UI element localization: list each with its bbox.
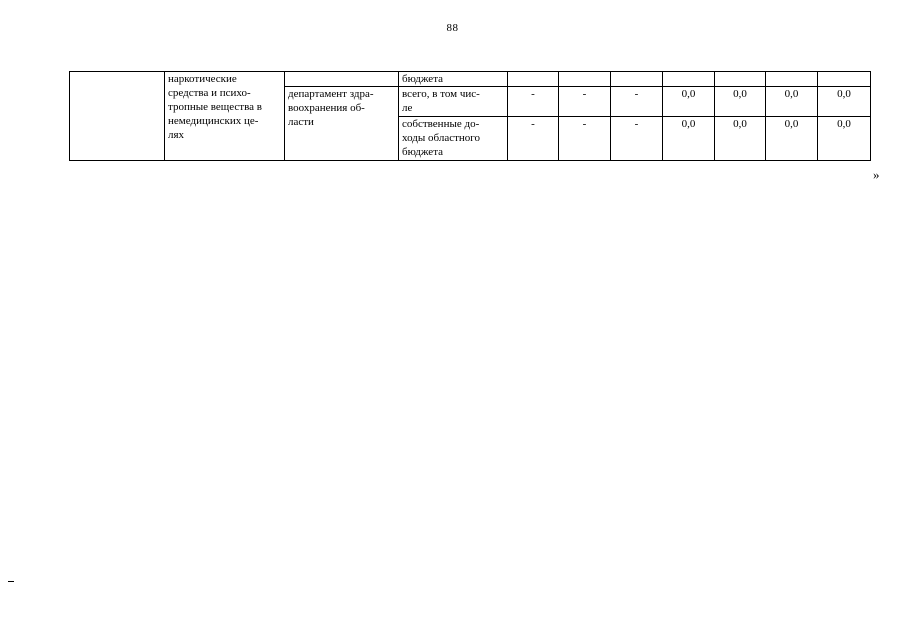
value-cell: - — [611, 117, 663, 161]
value-cell: 0,0 — [715, 87, 766, 117]
funding-source-cell: бюджета — [399, 72, 508, 87]
value-cell — [663, 72, 715, 87]
closing-quote: » — [873, 167, 880, 182]
executor-cell — [285, 72, 399, 87]
value-cell: 0,0 — [663, 87, 715, 117]
value-cell — [508, 72, 559, 87]
value-cell — [766, 72, 818, 87]
value-cell: - — [559, 117, 611, 161]
row-number-cell — [70, 72, 165, 161]
value-cell: - — [508, 117, 559, 161]
value-cell: 0,0 — [766, 87, 818, 117]
value-cell: - — [508, 87, 559, 117]
value-cell — [611, 72, 663, 87]
value-cell: 0,0 — [766, 117, 818, 161]
value-cell — [818, 72, 871, 87]
value-cell — [715, 72, 766, 87]
page-number: 88 — [446, 22, 459, 34]
program-table — [69, 71, 871, 161]
value-cell — [559, 72, 611, 87]
executor-cell: департамент здра- воохранения об- ласти — [285, 87, 399, 161]
value-cell: 0,0 — [715, 117, 766, 161]
value-cell: - — [559, 87, 611, 117]
table-row — [70, 72, 871, 87]
value-cell: 0,0 — [818, 87, 871, 117]
value-cell: 0,0 — [818, 117, 871, 161]
value-cell: 0,0 — [663, 117, 715, 161]
funding-source-cell: собственные до- ходы областного бюджета — [399, 117, 508, 161]
value-cell: - — [611, 87, 663, 117]
margin-mark — [8, 581, 14, 582]
measure-name-cell: наркотические средства и психо- тропные вещества в немедицинских це- лях — [165, 72, 285, 161]
funding-source-cell: всего, в том чис- ле — [399, 87, 508, 117]
